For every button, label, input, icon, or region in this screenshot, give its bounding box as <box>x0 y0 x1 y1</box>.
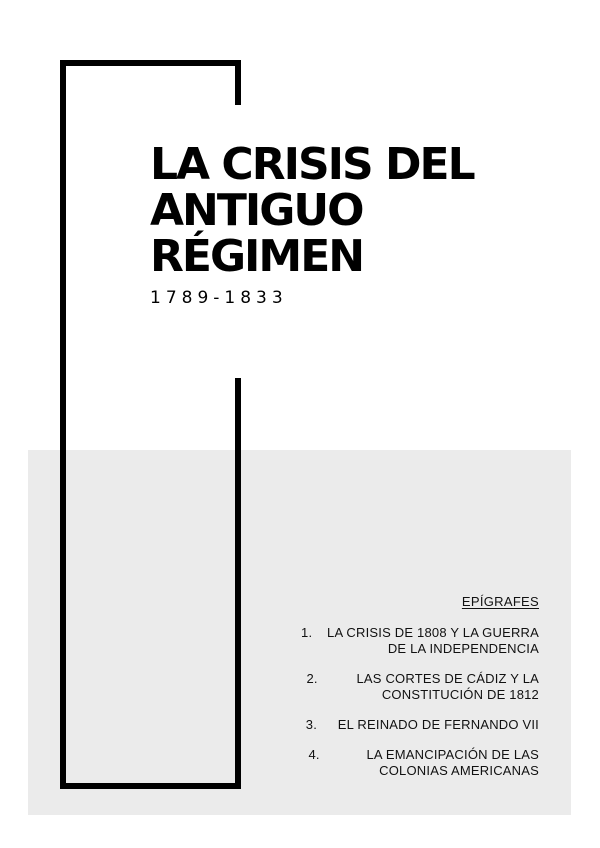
epigrafe-item <box>279 747 539 779</box>
epigrafe-item <box>279 671 539 703</box>
cover-years: 1789-1833 <box>150 288 288 308</box>
epigrafe-number: 4. <box>308 747 320 762</box>
frame-left-line <box>60 60 66 789</box>
epigrafes-heading: EPÍGRAFES <box>461 594 539 609</box>
frame-bottom-line <box>60 783 241 789</box>
epigrafe-item <box>279 625 539 657</box>
epigrafe-item <box>279 717 539 733</box>
cover-title-line-3: RÉGIMEN <box>150 231 364 282</box>
epigrafe-number: 1. <box>301 625 313 640</box>
cover-title-line-2: ANTIGUO <box>150 185 363 236</box>
epigrafe-text-line: LA CRISIS DE 1808 Y LA GUERRA <box>327 625 539 640</box>
epigrafes-list <box>279 594 539 793</box>
cover-title-line-1: LA CRISIS DEL <box>150 139 474 190</box>
frame-top-line <box>60 60 241 66</box>
epigrafe-text-line: CONSTITUCIÓN DE 1812 <box>381 687 539 702</box>
cover-title-block <box>150 139 550 308</box>
epigrafe-text-line: COLONIAS AMERICANAS <box>379 763 539 778</box>
epigrafe-text <box>327 625 539 657</box>
epigrafe-text <box>338 717 539 733</box>
epigrafe-number: 2. <box>306 671 318 686</box>
epigrafe-number: 3. <box>305 717 318 732</box>
epigrafe-text <box>367 747 540 779</box>
epigrafe-text-line: DE LA INDEPENDENCIA <box>387 641 539 656</box>
epigrafe-text-line: LA EMANCIPACIÓN DE LAS <box>366 747 539 762</box>
epigrafe-text-line: EL REINADO DE FERNANDO VII <box>337 717 539 732</box>
frame-right-lower-line <box>235 378 241 789</box>
frame-right-upper-line <box>235 60 241 105</box>
epigrafe-text-line: LAS CORTES DE CÁDIZ Y LA <box>356 671 539 686</box>
epigrafe-text <box>356 671 539 703</box>
